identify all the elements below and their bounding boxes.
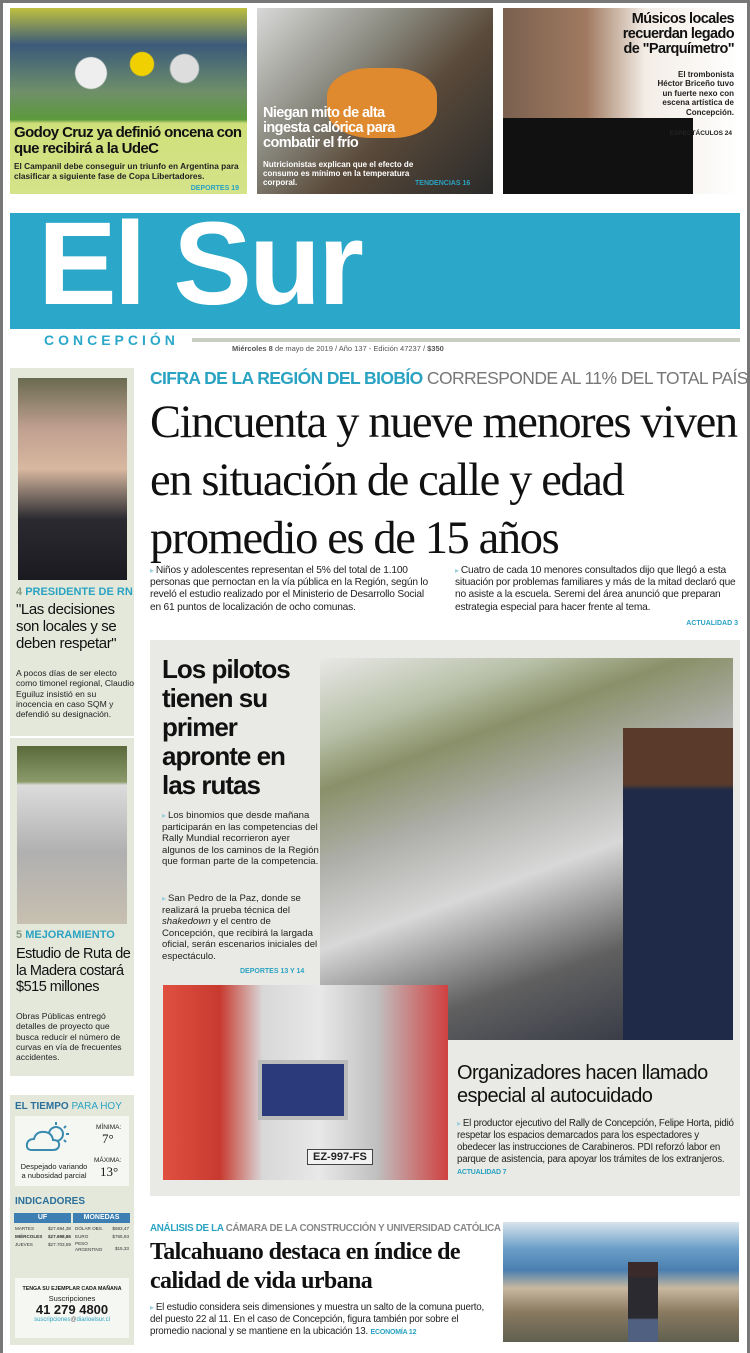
uf-row	[15, 1241, 71, 1249]
uf-value: $27.703,59	[48, 1241, 71, 1247]
sidebar-story-2[interactable]	[10, 738, 134, 1076]
trombonist-photo	[503, 118, 693, 194]
talcahuano-body	[150, 1302, 495, 1337]
monedas-table	[75, 1225, 129, 1253]
eguiluz-photo	[18, 378, 127, 580]
deck-text: Niños y adolescentes representan el 5% del total de 1.100 personas que pernoctan en la vía pública en la Región, según lo reveló el estudio realizado por el Ministerio de Desarrollo Social en 61 puntos de localización de ocho comunas.	[150, 565, 428, 613]
rally-paragraph-1	[162, 810, 322, 868]
sidebar-headline: "Las decisiones son locales y se deben respetar"	[16, 601, 117, 652]
email-at: @	[70, 1316, 77, 1323]
uf-row	[15, 1225, 71, 1233]
teaser-summary: El Campanil debe conseguir un triunfo en Argentina para clasificar a siguiente fase de Copa Libertadores.	[14, 161, 239, 181]
paragraph-text: y el centro de Concepción, que recibirá la largada oficial, serán escenarios iniciales del espectáculo.	[162, 916, 318, 962]
weather-description: Despejado variando a nubosidad parcial	[20, 1162, 88, 1180]
moneda-value: $765,93	[112, 1233, 129, 1239]
subscription-email[interactable]	[15, 1317, 129, 1323]
weather-title-bold: EL TIEMPO	[15, 1101, 69, 1112]
lead-headline[interactable]: Cincuenta y nueve menores viven en situación de calle y edad promedio es de 15 años	[150, 397, 737, 564]
page-number: 5	[16, 929, 23, 941]
rally-paragraph-2	[162, 893, 322, 962]
rally-car-photo	[320, 658, 733, 1040]
rally-trunk-photo	[163, 985, 448, 1180]
lead-kicker	[150, 368, 748, 389]
organizers-headline[interactable]: Organizadores hacen llamado especial al autocuidado	[457, 1062, 708, 1107]
talcahuano-section[interactable]: ECONOMÍA 12	[370, 1328, 417, 1336]
moneda-value: $15,33	[114, 1245, 129, 1251]
subscription-label: Suscripciones	[48, 1294, 96, 1303]
rally-section[interactable]: DEPORTES 13 Y 14	[240, 968, 305, 975]
subscription-panel	[15, 1278, 129, 1338]
uf-table	[15, 1225, 71, 1248]
teaser-headline: Niegan mito de alta ingesta calórica para combatir el frío	[263, 105, 395, 152]
uf-value: $27.694,38	[48, 1226, 71, 1231]
weather-title	[15, 1101, 122, 1112]
license-plate: EZ-997-FS	[307, 1149, 373, 1165]
lead-deck-2	[455, 565, 740, 614]
indicators-title: INDICADORES	[15, 1196, 86, 1207]
teaser-music[interactable]	[503, 8, 740, 194]
uf-header: UF	[14, 1213, 71, 1223]
moneda-row	[75, 1225, 129, 1233]
uf-value: $27.698,86	[48, 1233, 71, 1239]
organizers-section[interactable]: ACTUALIDAD 7	[457, 1168, 507, 1176]
page-number: 4	[16, 586, 23, 598]
masthead-rule	[192, 338, 740, 342]
bullet-icon: ▸	[150, 1303, 154, 1312]
monedas-header: MONEDAS	[73, 1213, 130, 1223]
kicker-text: MEJORAMIENTO	[25, 929, 115, 941]
teaser-section: DEPORTES 19	[190, 185, 239, 192]
max-temp: 13°	[100, 1164, 119, 1179]
lead-deck-1	[150, 565, 435, 614]
subscription-phone[interactable]: 41 279 4800	[35, 1302, 109, 1317]
sidebar-body: A pocos días de ser electo como timonel regional, Claudio Eguiluz insistió en su inocencia en caso SQM y defendió su designación.	[16, 668, 134, 720]
email-user: suscripciones	[34, 1316, 71, 1323]
paragraph-text: San Pedro de la Paz, donde se realizará la prueba técnica del	[162, 893, 301, 916]
kicker-rest: CORRESPONDE AL 11% DEL TOTAL PAÍS	[422, 368, 748, 388]
masthead-city: CONCEPCIÓN	[44, 332, 179, 348]
partly-cloudy-icon	[24, 1120, 74, 1154]
teaser-summary: El trombonista Héctor Briceño tuvo un fuerte nexo con escena artística de Concepción.	[657, 70, 734, 117]
teaser-section: TENDENCIAS 16	[415, 180, 471, 187]
moneda-row	[75, 1241, 129, 1253]
sidebar-headline: Estudio de Ruta de la Madera costará $515 millones	[16, 946, 131, 996]
price: $350	[427, 344, 444, 353]
bullet-icon: ▸	[457, 1119, 461, 1128]
moneda-name: PESO ARGENTINO	[75, 1240, 103, 1252]
date-edition: de mayo de 2019 / Año 137 - Edición 47237 /	[272, 344, 428, 353]
uf-day: JUEVES	[15, 1241, 33, 1247]
football-photo	[40, 28, 210, 118]
roll-cage	[258, 1060, 348, 1120]
teaser-headline: Músicos locales recuerdan legado de "Parquímetro"	[622, 11, 734, 58]
paragraph-text: Los binomios que desde mañana participarán en las competencias del Rally Mundial recorrieron ayer algunos de los caminos de la Región que forman parte de la competencia.	[162, 810, 319, 867]
bullet-icon: ▸	[455, 566, 459, 575]
min-label: MÍNIMA:	[96, 1124, 122, 1131]
sidebar-body: Obras Públicas entregó detalles de proyecto que busca reducir el número de curvas en vía de frecuentes accidentes.	[16, 1011, 122, 1063]
sidebar-story-1[interactable]	[10, 368, 134, 736]
uf-day: MIÉRCOLES	[15, 1233, 43, 1239]
kicker-highlight: ANÁLISIS DE LA	[150, 1223, 224, 1234]
organizers-body	[457, 1118, 737, 1178]
teaser-food[interactable]	[257, 8, 493, 194]
sidebar-kicker	[16, 586, 133, 598]
bullet-icon: ▸	[162, 894, 167, 903]
teaser-summary: Nutricionistas explican que el efecto de consumo es mínimo en la temperatura corporal.	[263, 160, 414, 188]
bullet-icon: ▸	[162, 811, 167, 820]
teaser-section: ESPECTÁCULOS 24	[669, 130, 732, 137]
max-label: MÁXIMA:	[94, 1157, 122, 1164]
uf-day: MARTES	[15, 1226, 35, 1231]
kicker-highlight: CIFRA DE LA REGIÓN DEL BIOBÍO	[150, 368, 423, 388]
moneda-name: EURO	[75, 1233, 89, 1239]
lead-section[interactable]: ACTUALIDAD 3	[686, 620, 738, 627]
email-domain: diarioelsur.cl	[76, 1316, 110, 1323]
teaser-headline: Godoy Cruz ya definió oncena con que recibirá a la UdeC	[14, 124, 242, 157]
masthead-title[interactable]: El Sur	[38, 198, 361, 330]
truck-photo	[17, 746, 127, 924]
uf-row	[15, 1233, 71, 1241]
talcahuano-headline[interactable]: Talcahuano destaca en índice de calidad de vida urbana	[150, 1239, 460, 1294]
teaser-football[interactable]	[10, 8, 247, 194]
date-day: Miércoles 8	[232, 344, 273, 353]
weather-title-light: PARA HOY	[68, 1101, 122, 1112]
sidebar-kicker	[16, 929, 115, 941]
moneda-name: DÓLAR OBS.	[75, 1226, 104, 1231]
kicker-rest: CÁMARA DE LA CONSTRUCCIÓN Y UNIVERSIDAD CATÓLICA	[223, 1223, 501, 1234]
body-text: El estudio considera seis dimensiones y muestra un salto de la comuna puerto, del puesto 22 al 11. En el caso de Concepción, figura también por sobre el promedio nacional y se mantiene en la ubicación 13.	[150, 1302, 485, 1337]
moneda-value: $683,47	[112, 1226, 129, 1231]
deck-text: Cuatro de cada 10 menores consultados dijo que llegó a esta situación por problemas familiares y más de la mitad declaró que no asiste a la escuela. Seremi del área anunció que preparan estrategia especial para hacer frente al tema.	[455, 565, 736, 613]
subscription-tagline: TENGA SU EJEMPLAR CADA MAÑANA	[22, 1286, 122, 1292]
rally-headline[interactable]: Los pilotos tienen su primer apronte en las rutas	[162, 654, 290, 800]
talcahuano-kicker	[150, 1223, 501, 1234]
moneda-row	[75, 1233, 129, 1241]
paragraph-italic: shakedown	[162, 916, 211, 927]
student-figure	[628, 1262, 658, 1342]
bullet-icon: ▸	[150, 566, 154, 575]
body-text: El productor ejecutivo del Rally de Concepción, Felipe Horta, pidió respetar los espacios demarcados para los espectadores y obedecer las instrucciones de Carabineros. PDI reforzó labor en parque de asistencia, para apoyar los trámites de los extranjeros.	[457, 1118, 734, 1165]
min-temp: 7°	[102, 1131, 114, 1146]
kicker-text: PRESIDENTE DE RN	[25, 586, 133, 598]
date-line	[232, 344, 444, 353]
talcahuano-photo	[503, 1222, 739, 1342]
spectator-figure	[623, 728, 733, 1040]
